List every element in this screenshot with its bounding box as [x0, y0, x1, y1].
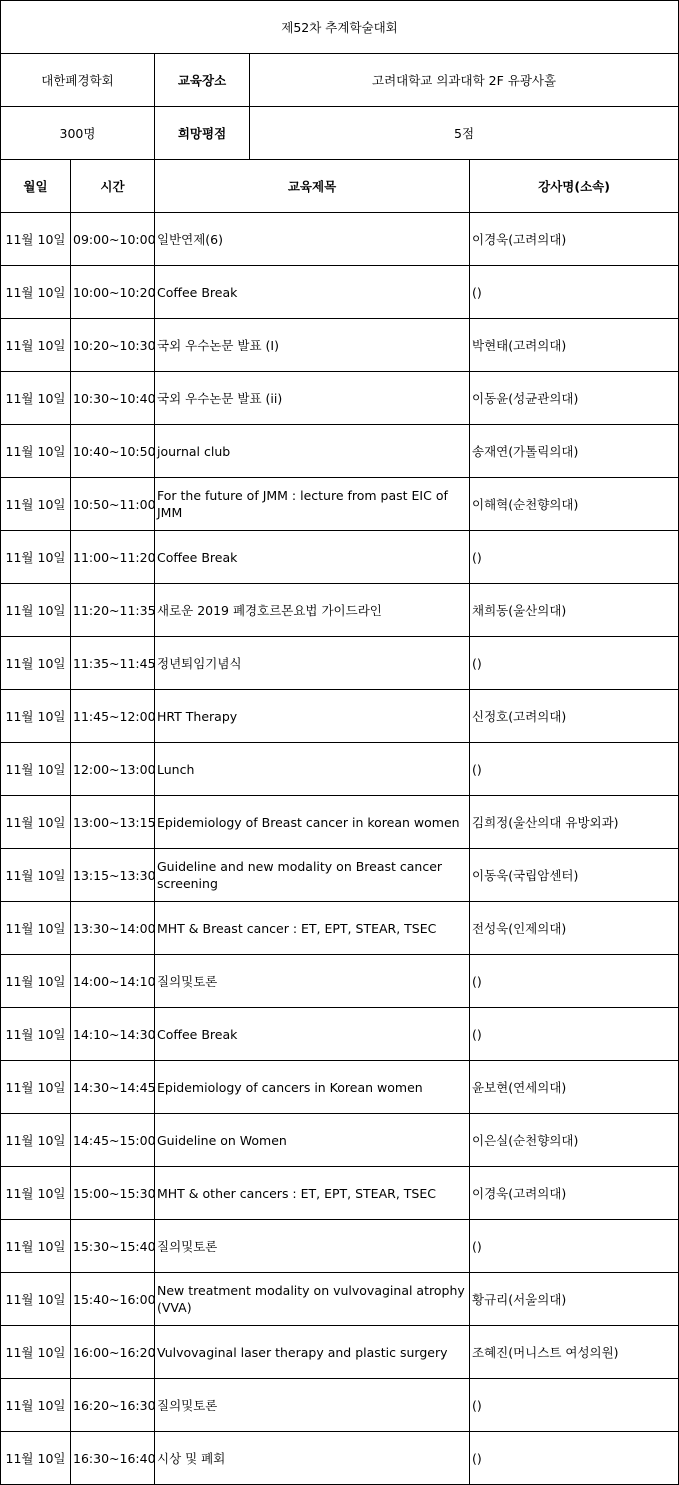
- row-date: 11월 10일: [1, 690, 71, 743]
- table-row: [1, 1432, 679, 1485]
- row-time: 14:30~14:45: [71, 1061, 155, 1114]
- row-time: 15:40~16:00: [71, 1273, 155, 1326]
- row-time: 16:00~16:20: [71, 1326, 155, 1379]
- row-subject: For the future of JMM : lecture from past EIC of JMM: [155, 478, 470, 531]
- table-row: [1, 531, 679, 584]
- row-subject: Coffee Break: [155, 266, 470, 319]
- header-subject: 교육제목: [155, 160, 470, 213]
- row-speaker: 송재연(가톨릭의대): [470, 425, 679, 478]
- table-row: [1, 372, 679, 425]
- row-time: 11:20~11:35: [71, 584, 155, 637]
- points-label: 희망평점: [155, 107, 250, 160]
- row-time: 15:30~15:40: [71, 1220, 155, 1273]
- row-subject: Guideline and new modality on Breast cancer screening: [155, 849, 470, 902]
- row-date: 11월 10일: [1, 796, 71, 849]
- points-value: 5점: [250, 107, 679, 160]
- row-speaker: 이은실(순천향의대): [470, 1114, 679, 1167]
- row-date: 11월 10일: [1, 1326, 71, 1379]
- row-subject: Epidemiology of cancers in Korean women: [155, 1061, 470, 1114]
- row-speaker: (): [470, 637, 679, 690]
- table-row: [1, 955, 679, 1008]
- table-row: [1, 213, 679, 266]
- row-speaker: (): [470, 1220, 679, 1273]
- row-date: 11월 10일: [1, 425, 71, 478]
- row-speaker: 채희동(울산의대): [470, 584, 679, 637]
- row-subject: 질의및토론: [155, 1379, 470, 1432]
- row-date: 11월 10일: [1, 637, 71, 690]
- venue-value: 고려대학교 의과대학 2F 유광사홀: [250, 54, 679, 107]
- row-time: 13:30~14:00: [71, 902, 155, 955]
- row-date: 11월 10일: [1, 319, 71, 372]
- row-subject: MHT & other cancers : ET, EPT, STEAR, TSEC: [155, 1167, 470, 1220]
- conference-title: 제52차 추계학술대회: [1, 1, 679, 54]
- row-speaker: (): [470, 266, 679, 319]
- row-subject: journal club: [155, 425, 470, 478]
- row-time: 14:00~14:10: [71, 955, 155, 1008]
- row-time: 11:00~11:20: [71, 531, 155, 584]
- row-date: 11월 10일: [1, 531, 71, 584]
- table-row: [1, 266, 679, 319]
- row-subject: 국외 우수논문 발표 (ii): [155, 372, 470, 425]
- table-row: [1, 1167, 679, 1220]
- row-speaker: 전성욱(인제의대): [470, 902, 679, 955]
- table-row: [1, 743, 679, 796]
- row-date: 11월 10일: [1, 849, 71, 902]
- row-time: 10:30~10:40: [71, 372, 155, 425]
- row-date: 11월 10일: [1, 1167, 71, 1220]
- row-speaker: 신정호(고려의대): [470, 690, 679, 743]
- row-time: 13:15~13:30: [71, 849, 155, 902]
- row-date: 11월 10일: [1, 955, 71, 1008]
- row-date: 11월 10일: [1, 478, 71, 531]
- row-speaker: (): [470, 1379, 679, 1432]
- row-date: 11월 10일: [1, 1061, 71, 1114]
- row-speaker: 박현태(고려의대): [470, 319, 679, 372]
- row-time: 14:10~14:30: [71, 1008, 155, 1061]
- row-date: 11월 10일: [1, 1008, 71, 1061]
- row-time: 10:50~11:00: [71, 478, 155, 531]
- row-subject: Vulvovaginal laser therapy and plastic surgery: [155, 1326, 470, 1379]
- row-speaker: (): [470, 955, 679, 1008]
- row-speaker: 이동윤(성균관의대): [470, 372, 679, 425]
- row-time: 12:00~13:00: [71, 743, 155, 796]
- table-row: [1, 584, 679, 637]
- title-row: [1, 1, 679, 54]
- row-speaker: 이동욱(국립암센터): [470, 849, 679, 902]
- row-subject: 일반연제(6): [155, 213, 470, 266]
- row-speaker: (): [470, 743, 679, 796]
- table-row: [1, 1061, 679, 1114]
- row-time: 10:20~10:30: [71, 319, 155, 372]
- row-time: 11:35~11:45: [71, 637, 155, 690]
- table-row: [1, 319, 679, 372]
- row-speaker: 윤보현(연세의대): [470, 1061, 679, 1114]
- row-subject: Epidemiology of Breast cancer in korean women: [155, 796, 470, 849]
- row-subject: Lunch: [155, 743, 470, 796]
- row-time: 09:00~10:00: [71, 213, 155, 266]
- row-subject: 질의및토론: [155, 955, 470, 1008]
- row-time: 11:45~12:00: [71, 690, 155, 743]
- table-row: [1, 1114, 679, 1167]
- row-speaker: (): [470, 1008, 679, 1061]
- row-subject: 질의및토론: [155, 1220, 470, 1273]
- row-speaker: 조혜진(머니스트 여성의원): [470, 1326, 679, 1379]
- table-row: [1, 902, 679, 955]
- row-time: 16:20~16:30: [71, 1379, 155, 1432]
- row-time: 14:45~15:00: [71, 1114, 155, 1167]
- points-row: [1, 107, 679, 160]
- table-row: [1, 1273, 679, 1326]
- row-date: 11월 10일: [1, 213, 71, 266]
- table-row: [1, 478, 679, 531]
- row-date: 11월 10일: [1, 584, 71, 637]
- row-speaker: 황규리(서울의대): [470, 1273, 679, 1326]
- row-speaker: (): [470, 531, 679, 584]
- table-row: [1, 1220, 679, 1273]
- venue-label: 교육장소: [155, 54, 250, 107]
- table-row: [1, 1379, 679, 1432]
- row-time: 10:40~10:50: [71, 425, 155, 478]
- table-row: [1, 1008, 679, 1061]
- row-date: 11월 10일: [1, 1114, 71, 1167]
- row-date: 11월 10일: [1, 372, 71, 425]
- table-row: [1, 1326, 679, 1379]
- row-subject: Coffee Break: [155, 1008, 470, 1061]
- row-speaker: 이경욱(고려의대): [470, 1167, 679, 1220]
- row-date: 11월 10일: [1, 1273, 71, 1326]
- row-subject: New treatment modality on vulvovaginal atrophy (VVA): [155, 1273, 470, 1326]
- row-subject: MHT & Breast cancer : ET, EPT, STEAR, TSEC: [155, 902, 470, 955]
- row-date: 11월 10일: [1, 1379, 71, 1432]
- row-date: 11월 10일: [1, 1432, 71, 1485]
- table-row: [1, 796, 679, 849]
- row-speaker: 이해혁(순천향의대): [470, 478, 679, 531]
- row-time: 13:00~13:15: [71, 796, 155, 849]
- venue-row: [1, 54, 679, 107]
- table-row: [1, 690, 679, 743]
- header-speaker: 강사명(소속): [470, 160, 679, 213]
- row-time: 15:00~15:30: [71, 1167, 155, 1220]
- row-subject: 새로운 2019 폐경호르몬요법 가이드라인: [155, 584, 470, 637]
- row-subject: 시상 및 폐회: [155, 1432, 470, 1485]
- row-date: 11월 10일: [1, 743, 71, 796]
- header-time: 시간: [71, 160, 155, 213]
- header-date: 월일: [1, 160, 71, 213]
- row-subject: Guideline on Women: [155, 1114, 470, 1167]
- table-row: [1, 637, 679, 690]
- row-speaker: 이경욱(고려의대): [470, 213, 679, 266]
- table-row: [1, 425, 679, 478]
- row-date: 11월 10일: [1, 266, 71, 319]
- row-speaker: 김희정(울산의대 유방외과): [470, 796, 679, 849]
- row-subject: HRT Therapy: [155, 690, 470, 743]
- row-time: 16:30~16:40: [71, 1432, 155, 1485]
- header-row: [1, 160, 679, 213]
- row-subject: Coffee Break: [155, 531, 470, 584]
- row-date: 11월 10일: [1, 1220, 71, 1273]
- table-row: [1, 849, 679, 902]
- row-time: 10:00~10:20: [71, 266, 155, 319]
- row-date: 11월 10일: [1, 902, 71, 955]
- row-speaker: (): [470, 1432, 679, 1485]
- capacity: 300명: [1, 107, 155, 160]
- row-subject: 국외 우수논문 발표 (I): [155, 319, 470, 372]
- row-subject: 정년퇴임기념식: [155, 637, 470, 690]
- organizer: 대한폐경학회: [1, 54, 155, 107]
